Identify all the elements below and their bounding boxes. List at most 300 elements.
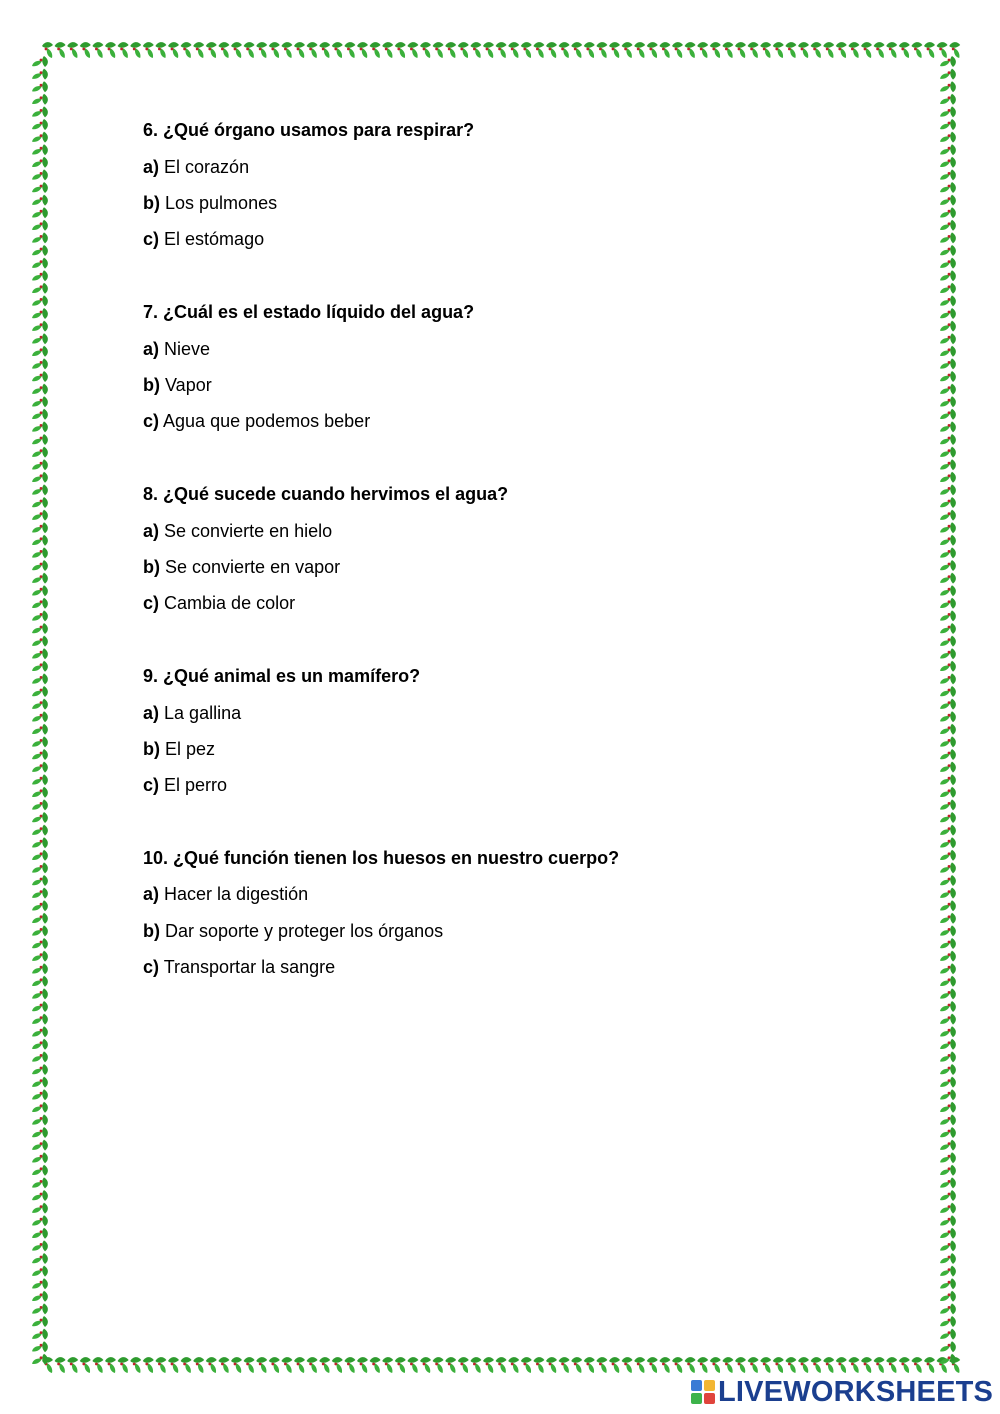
- holly-sprig: [685, 42, 696, 58]
- holly-sprig: [940, 1253, 956, 1264]
- holly-sprig: [470, 1357, 481, 1373]
- option-letter: c): [143, 229, 160, 249]
- holly-sprig: [32, 1203, 48, 1214]
- holly-sprig: [32, 812, 48, 823]
- holly-sprig: [32, 346, 48, 357]
- holly-sprig: [940, 976, 956, 987]
- holly-sprig: [80, 1357, 91, 1373]
- option-letter: b): [143, 739, 160, 759]
- holly-sprig: [281, 42, 292, 58]
- holly-sprig: [105, 42, 116, 58]
- holly-sprig: [940, 459, 956, 470]
- option-9c[interactable]: [143, 775, 227, 796]
- holly-sprig: [622, 1357, 633, 1373]
- option-text: El corazón: [164, 157, 250, 177]
- holly-sprig: [32, 81, 48, 92]
- option-letter: b): [143, 921, 160, 941]
- holly-sprig: [92, 42, 103, 58]
- holly-sprig: [940, 144, 956, 155]
- option-letter: a): [143, 884, 160, 904]
- option-8c[interactable]: [143, 593, 295, 614]
- holly-sprig: [319, 1357, 330, 1373]
- holly-sprig: [940, 497, 956, 508]
- holly-sprig: [533, 42, 544, 58]
- holly-sprig: [596, 42, 607, 58]
- option-9a[interactable]: [143, 703, 241, 724]
- holly-sprig: [940, 900, 956, 911]
- option-text: El estómago: [164, 229, 265, 249]
- holly-sprig: [32, 295, 48, 306]
- holly-sprig: [861, 42, 872, 58]
- holly-sprig: [940, 195, 956, 206]
- holly-sprig: [584, 42, 595, 58]
- holly-sprig: [940, 963, 956, 974]
- holly-sprig: [332, 42, 343, 58]
- holly-sprig: [55, 1357, 66, 1373]
- holly-sprig: [940, 1177, 956, 1188]
- holly-sprig: [32, 132, 48, 143]
- holly-sprig: [940, 862, 956, 873]
- holly-sprig: [395, 1357, 406, 1373]
- holly-sprig: [32, 321, 48, 332]
- option-text: Vapor: [165, 375, 212, 395]
- holly-sprig: [32, 1177, 48, 1188]
- holly-sprig: [231, 42, 242, 58]
- holly-sprig: [571, 42, 582, 58]
- holly-sprig: [940, 396, 956, 407]
- holly-sprig: [206, 1357, 217, 1373]
- holly-sprig: [32, 459, 48, 470]
- option-text: Agua que podemos beber: [163, 411, 371, 431]
- holly-sprig: [32, 1077, 48, 1088]
- holly-sprig: [940, 1278, 956, 1289]
- holly-sprig: [940, 56, 956, 67]
- holly-sprig: [168, 1357, 179, 1373]
- option-10a[interactable]: [143, 884, 308, 905]
- holly-sprig: [940, 81, 956, 92]
- holly-sprig: [118, 42, 129, 58]
- holly-sprig: [940, 421, 956, 432]
- holly-sprig: [940, 560, 956, 571]
- holly-sprig: [32, 1051, 48, 1062]
- holly-sprig: [940, 1215, 956, 1226]
- holly-sprig: [940, 749, 956, 760]
- option-7c[interactable]: [143, 411, 370, 432]
- holly-sprig: [32, 673, 48, 684]
- holly-sprig: [332, 1357, 343, 1373]
- option-letter: b): [143, 193, 160, 213]
- holly-sprig: [785, 1357, 796, 1373]
- option-7a[interactable]: [143, 339, 210, 360]
- holly-sprig: [798, 1357, 809, 1373]
- option-8a[interactable]: [143, 521, 332, 542]
- holly-sprig: [773, 42, 784, 58]
- holly-sprig: [32, 1291, 48, 1302]
- option-6a[interactable]: [143, 157, 249, 178]
- holly-sprig: [940, 1266, 956, 1277]
- holly-sprig: [32, 699, 48, 710]
- holly-sprig: [622, 42, 633, 58]
- holly-sprig: [940, 1051, 956, 1062]
- holly-sprig: [32, 875, 48, 886]
- holly-sprig: [533, 1357, 544, 1373]
- holly-sprig: [559, 42, 570, 58]
- option-8b[interactable]: [143, 557, 340, 578]
- holly-sprig: [32, 182, 48, 193]
- holly-sprig: [32, 1303, 48, 1314]
- holly-sprig: [940, 1039, 956, 1050]
- option-10b[interactable]: [143, 921, 443, 942]
- holly-sprig: [940, 1102, 956, 1113]
- holly-sprig: [546, 1357, 557, 1373]
- question-6: 6. ¿Qué órgano usamos para respirar?: [143, 120, 475, 140]
- holly-sprig: [710, 42, 721, 58]
- question-10: 10. ¿Qué función tienen los huesos en nuestro cuerpo?: [143, 848, 620, 868]
- holly-sprig: [940, 535, 956, 546]
- holly-sprig: [634, 1357, 645, 1373]
- holly-sprig: [940, 1303, 956, 1314]
- holly-sprig: [32, 358, 48, 369]
- option-letter: a): [143, 703, 160, 723]
- question-8: 8. ¿Qué sucede cuando hervimos el agua?: [143, 484, 509, 504]
- holly-sprig: [811, 42, 822, 58]
- holly-sprig: [940, 1240, 956, 1251]
- holly-sprig: [32, 1316, 48, 1327]
- holly-sprig: [899, 42, 910, 58]
- holly-sprig: [940, 245, 956, 256]
- holly-sprig: [244, 1357, 255, 1373]
- holly-sprig: [584, 1357, 595, 1373]
- holly-sprig: [32, 1253, 48, 1264]
- holly-sprig: [924, 1357, 935, 1373]
- border-top: [42, 42, 960, 58]
- option-10c[interactable]: [143, 957, 335, 978]
- option-text: Transportar la sangre: [163, 957, 336, 977]
- option-6b[interactable]: [143, 193, 277, 214]
- holly-sprig: [181, 1357, 192, 1373]
- holly-sprig: [218, 42, 229, 58]
- holly-sprig: [940, 94, 956, 105]
- holly-sprig: [940, 1127, 956, 1138]
- holly-sprig: [798, 42, 809, 58]
- holly-sprig: [193, 42, 204, 58]
- holly-sprig: [940, 522, 956, 533]
- liveworksheets-logo[interactable]: [691, 1377, 993, 1407]
- holly-sprig: [382, 1357, 393, 1373]
- holly-sprig: [130, 1357, 141, 1373]
- holly-sprig: [32, 900, 48, 911]
- holly-sprig: [940, 610, 956, 621]
- holly-sprig: [940, 951, 956, 962]
- holly-sprig: [760, 1357, 771, 1373]
- holly-sprig: [940, 182, 956, 193]
- holly-sprig: [67, 42, 78, 58]
- holly-sprig: [32, 1114, 48, 1125]
- option-text: El pez: [165, 739, 216, 759]
- holly-sprig: [940, 308, 956, 319]
- holly-sprig: [344, 1357, 355, 1373]
- holly-sprig: [940, 1341, 956, 1352]
- holly-sprig: [32, 963, 48, 974]
- holly-sprig: [155, 42, 166, 58]
- holly-sprig: [32, 207, 48, 218]
- holly-sprig: [470, 42, 481, 58]
- holly-sprig: [899, 1357, 910, 1373]
- holly-sprig: [571, 1357, 582, 1373]
- holly-sprig: [32, 1014, 48, 1025]
- option-letter: a): [143, 157, 160, 177]
- holly-sprig: [32, 522, 48, 533]
- holly-sprig: [370, 42, 381, 58]
- holly-sprig: [940, 270, 956, 281]
- holly-sprig: [823, 42, 834, 58]
- holly-sprig: [940, 938, 956, 949]
- holly-sprig: [940, 1064, 956, 1075]
- holly-sprig: [130, 42, 141, 58]
- holly-sprig: [32, 623, 48, 634]
- holly-sprig: [940, 1316, 956, 1327]
- holly-sprig: [911, 42, 922, 58]
- holly-sprig: [940, 1190, 956, 1201]
- holly-sprig: [848, 1357, 859, 1373]
- holly-sprig: [370, 1357, 381, 1373]
- holly-sprig: [143, 42, 154, 58]
- holly-sprig: [218, 1357, 229, 1373]
- holly-sprig: [420, 1357, 431, 1373]
- holly-sprig: [940, 484, 956, 495]
- holly-sprig: [32, 938, 48, 949]
- holly-sprig: [940, 472, 956, 483]
- holly-sprig: [496, 1357, 507, 1373]
- holly-sprig: [244, 42, 255, 58]
- holly-sprig: [940, 1228, 956, 1239]
- holly-sprig: [32, 610, 48, 621]
- holly-sprig: [32, 409, 48, 420]
- holly-sprig: [32, 1215, 48, 1226]
- holly-sprig: [32, 825, 48, 836]
- option-text: Nieve: [164, 339, 211, 359]
- holly-sprig: [319, 42, 330, 58]
- holly-sprig: [596, 1357, 607, 1373]
- holly-sprig: [105, 1357, 116, 1373]
- holly-sprig: [32, 245, 48, 256]
- holly-sprig: [940, 686, 956, 697]
- holly-sprig: [193, 1357, 204, 1373]
- holly-sprig: [357, 42, 368, 58]
- question-7: 7. ¿Cuál es el estado líquido del agua?: [143, 302, 475, 322]
- holly-sprig: [940, 1291, 956, 1302]
- holly-sprig: [32, 1039, 48, 1050]
- holly-sprig: [940, 358, 956, 369]
- holly-sprig: [634, 42, 645, 58]
- holly-sprig: [697, 1357, 708, 1373]
- option-letter: c): [143, 775, 160, 795]
- holly-sprig: [647, 1357, 658, 1373]
- holly-sprig: [32, 270, 48, 281]
- holly-sprig: [940, 157, 956, 168]
- holly-sprig: [811, 1357, 822, 1373]
- holly-sprig: [281, 1357, 292, 1373]
- holly-sprig: [32, 535, 48, 546]
- holly-sprig: [32, 220, 48, 231]
- logo-text: LIVEWORKSHEETS: [718, 1376, 994, 1408]
- holly-sprig: [940, 762, 956, 773]
- holly-sprig: [32, 258, 48, 269]
- holly-sprig: [940, 1329, 956, 1340]
- holly-sprig: [647, 42, 658, 58]
- holly-sprig: [32, 774, 48, 785]
- holly-sprig: [911, 1357, 922, 1373]
- holly-sprig: [118, 1357, 129, 1373]
- holly-sprig: [940, 837, 956, 848]
- holly-sprig: [445, 42, 456, 58]
- holly-sprig: [940, 69, 956, 80]
- holly-sprig: [940, 787, 956, 798]
- holly-sprig: [940, 258, 956, 269]
- option-9b[interactable]: [143, 739, 215, 760]
- holly-sprig: [609, 42, 620, 58]
- option-text: Se convierte en hielo: [164, 521, 333, 541]
- holly-sprig: [940, 447, 956, 458]
- holly-sprig: [940, 812, 956, 823]
- option-letter: c): [143, 957, 160, 977]
- holly-sprig: [32, 169, 48, 180]
- holly-sprig: [32, 144, 48, 155]
- holly-sprig: [32, 837, 48, 848]
- holly-sprig: [32, 1026, 48, 1037]
- holly-sprig: [32, 1165, 48, 1176]
- holly-sprig: [32, 484, 48, 495]
- option-text: Los pulmones: [165, 193, 278, 213]
- holly-sprig: [940, 573, 956, 584]
- holly-sprig: [269, 42, 280, 58]
- holly-sprig: [785, 42, 796, 58]
- holly-sprig: [32, 1228, 48, 1239]
- holly-sprig: [32, 1140, 48, 1151]
- holly-sprig: [940, 774, 956, 785]
- holly-sprig: [32, 371, 48, 382]
- holly-sprig: [307, 1357, 318, 1373]
- option-letter: c): [143, 411, 160, 431]
- holly-sprig: [940, 825, 956, 836]
- holly-sprig: [861, 1357, 872, 1373]
- holly-sprig: [32, 333, 48, 344]
- holly-sprig: [940, 648, 956, 659]
- holly-sprig: [940, 850, 956, 861]
- holly-sprig: [32, 232, 48, 243]
- holly-sprig: [609, 1357, 620, 1373]
- holly-sprig: [168, 42, 179, 58]
- holly-sprig: [458, 1357, 469, 1373]
- holly-sprig: [294, 1357, 305, 1373]
- holly-sprig: [256, 42, 267, 58]
- holly-sprig: [307, 42, 318, 58]
- holly-sprig: [940, 346, 956, 357]
- holly-sprig: [940, 1165, 956, 1176]
- holly-sprig: [32, 888, 48, 899]
- holly-sprig: [32, 661, 48, 672]
- liveworksheets-logo-icon: [691, 1380, 715, 1404]
- holly-sprig: [32, 1127, 48, 1138]
- holly-sprig: [940, 321, 956, 332]
- holly-sprig: [940, 1077, 956, 1088]
- holly-sprig: [32, 106, 48, 117]
- option-letter: a): [143, 521, 160, 541]
- option-letter: c): [143, 593, 160, 613]
- holly-sprig: [940, 913, 956, 924]
- border-bottom: [42, 1357, 960, 1373]
- holly-sprig: [32, 384, 48, 395]
- holly-sprig: [32, 157, 48, 168]
- holly-sprig: [722, 42, 733, 58]
- holly-sprig: [32, 976, 48, 987]
- holly-sprig: [886, 1357, 897, 1373]
- holly-sprig: [32, 472, 48, 483]
- holly-sprig: [32, 283, 48, 294]
- holly-sprig: [940, 409, 956, 420]
- holly-sprig: [32, 1240, 48, 1251]
- holly-sprig: [32, 736, 48, 747]
- holly-sprig: [773, 1357, 784, 1373]
- holly-sprig: [80, 42, 91, 58]
- holly-sprig: [940, 333, 956, 344]
- holly-sprig: [32, 447, 48, 458]
- holly-sprig: [32, 1190, 48, 1201]
- holly-sprig: [874, 1357, 885, 1373]
- holly-sprig: [269, 1357, 280, 1373]
- holly-sprig: [32, 787, 48, 798]
- holly-sprig: [940, 1014, 956, 1025]
- holly-sprig: [420, 42, 431, 58]
- holly-sprig: [886, 42, 897, 58]
- option-text: La gallina: [164, 703, 242, 723]
- holly-sprig: [32, 1001, 48, 1012]
- holly-sprig: [206, 42, 217, 58]
- holly-sprig: [32, 648, 48, 659]
- holly-sprig: [559, 1357, 570, 1373]
- holly-sprig: [940, 875, 956, 886]
- holly-sprig: [294, 42, 305, 58]
- option-text: El perro: [164, 775, 228, 795]
- holly-sprig: [32, 1089, 48, 1100]
- option-6c[interactable]: [143, 229, 264, 250]
- holly-sprig: [940, 661, 956, 672]
- holly-sprig: [32, 799, 48, 810]
- holly-sprig: [181, 42, 192, 58]
- holly-sprig: [940, 220, 956, 231]
- option-text: Hacer la digestión: [164, 884, 309, 904]
- holly-sprig: [940, 1089, 956, 1100]
- holly-sprig: [32, 69, 48, 80]
- holly-sprig: [407, 1357, 418, 1373]
- holly-sprig: [32, 925, 48, 936]
- holly-sprig: [874, 42, 885, 58]
- holly-sprig: [940, 673, 956, 684]
- holly-sprig: [496, 42, 507, 58]
- holly-sprig: [458, 42, 469, 58]
- holly-sprig: [823, 1357, 834, 1373]
- holly-sprig: [231, 1357, 242, 1373]
- holly-sprig: [940, 799, 956, 810]
- holly-sprig: [445, 1357, 456, 1373]
- option-7b[interactable]: [143, 375, 212, 396]
- holly-sprig: [940, 295, 956, 306]
- holly-sprig: [940, 232, 956, 243]
- holly-sprig: [940, 106, 956, 117]
- holly-sprig: [940, 169, 956, 180]
- holly-sprig: [42, 42, 53, 58]
- holly-sprig: [32, 1266, 48, 1277]
